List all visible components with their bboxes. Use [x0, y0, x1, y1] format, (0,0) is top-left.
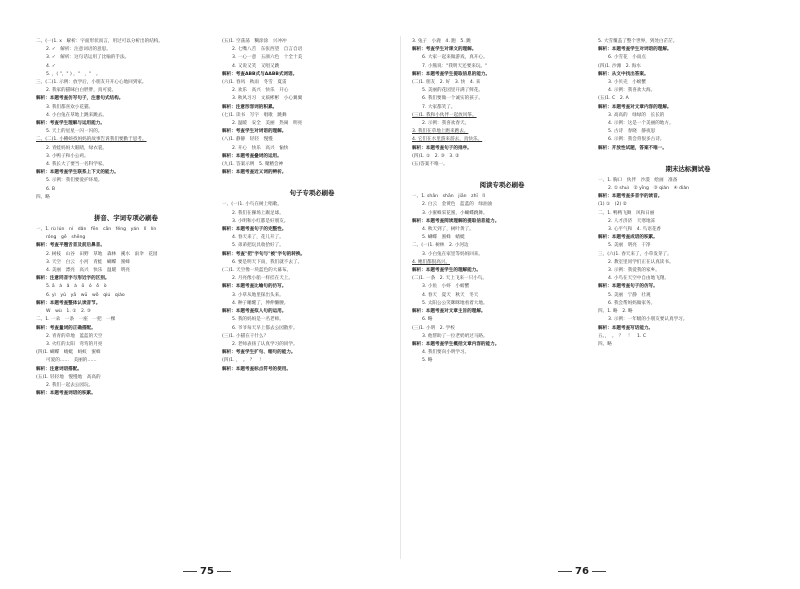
answer-line: 2. 欢乐 高兴 快乐 开心	[232, 88, 289, 94]
answer-line: 二、1. 一朵 一条 一座 一把 一棵	[36, 317, 116, 323]
answer-line: 一、1. rù lún ní dǎn fēn cān féng yán lǐ lín	[36, 227, 157, 233]
answer-line: 5. 古诗 春晓 静夜思	[608, 129, 656, 135]
answer-line: 4. 小鸟在天空中自由地飞翔。	[608, 276, 669, 282]
answer-line: 5. 弟弟把玩具收拾好了。	[232, 243, 284, 249]
page-76-column-1	[412, 38, 592, 561]
answer-line: (五)1. 轻轻地 慢慢地 高高的	[36, 374, 101, 380]
answer-line: 解析：考查学生对课文的理解。	[412, 47, 477, 53]
answer-line: 6. 爷爷每天早上都去公园散步。	[232, 325, 298, 331]
answer-line: 2. 树枝 山谷 田野 草地 森林 溪水 雨伞 花园	[46, 251, 158, 257]
answer-line: (四)1. ① 2. ③ 3. ②	[412, 153, 460, 159]
answer-line: 5. 美丽 宁静 壮观	[608, 292, 651, 298]
answer-line: 4. 我长大了要当一名科学家。	[46, 162, 107, 168]
answer-line: 3. 高高的 绿绿的 长长的	[608, 112, 665, 118]
page-number-left: 75	[180, 566, 234, 577]
answer-line: 4. 又说又笑 又唱又跳	[232, 63, 280, 69]
answer-line: (七)1. 读书 写字 唱歌 跳舞	[222, 112, 287, 118]
answer-line: 解析：本题考查学生对词语的理解。	[598, 47, 672, 53]
answer-line: 4. 美丽 漂亮 高兴 快乐 温暖 明亮	[46, 268, 130, 274]
answer-line: 四、略	[598, 341, 612, 347]
answer-line: 4. 示例：这是一个美丽的地方。	[608, 121, 674, 127]
answer-line: 解析：考查学生扩句、缩句的能力。	[222, 350, 296, 356]
answer-line: 一、(一)1. 小鸟在树上唱歌。	[222, 202, 282, 208]
answer-line: 解析：注意同音字与形近字的区别。	[36, 276, 110, 282]
answer-line: (二)1. 天空像一块蓝色的大幕布。	[222, 268, 292, 274]
answer-line: 3. 小明和小红都是好朋友。	[232, 218, 289, 224]
section-heading: 句子专项必刷卷	[289, 189, 335, 198]
page-75-column-2	[222, 38, 402, 561]
answer-line: 3. ✓ 解析：这句话运用了比喻的手法。	[46, 55, 130, 61]
answer-line: 解析：开放性试题，答案不唯一。	[598, 145, 667, 151]
answer-line: 5. 略	[422, 358, 433, 364]
answer-line: 2. ① shuì ② yīng ③ qián ④ diàn	[608, 186, 690, 192]
answer-line	[222, 177, 402, 185]
answer-line: 2. 白云 金黄色 蓝蓝的 绿油油	[422, 202, 493, 208]
page-number-right: 76	[555, 566, 609, 577]
answer-line: 解析：从文中找出答案。	[598, 71, 649, 77]
answer-line: W wù 1. ① 2. ③	[46, 309, 91, 315]
answer-line: 2. 人才济济 天寒地冻	[608, 218, 656, 224]
answer-line: (五)1. C 2. A	[598, 96, 629, 102]
answer-line: 5. 美丽的花园里开满了鲜花。	[422, 88, 483, 94]
answer-line: 解析：本题考查句子的仿写。	[598, 284, 658, 290]
answer-line: 2. 温暖 安全 美丽 热闹 明亮	[232, 121, 303, 127]
answer-line: 解析：本题考查成语的积累。	[598, 235, 658, 241]
answer-line: 解析：注意词语搭配。	[36, 366, 82, 372]
answer-line	[36, 202, 216, 210]
answer-line: 4. 她们都很高兴。	[412, 259, 451, 265]
answer-line: 5. ，( "，" ) ，" ，" 。	[46, 71, 101, 77]
answer-line: 4. 小白兔在草地上跳来跳去。	[46, 112, 107, 118]
answer-line: 3. 小鱼 小虾 小螃蟹	[422, 284, 470, 290]
answer-line: 解析：本题考查阅读理解的提取信息能力。	[412, 218, 500, 224]
section-heading: 拼音、字词专项必刷卷	[94, 214, 158, 223]
answer-line: 2. 我们在操场上踢足球。	[232, 210, 284, 216]
answer-line: 四、略	[36, 194, 50, 200]
answer-line: 6. 示例：我会背很多古诗。	[608, 137, 665, 143]
answer-line: 解析：本题考查学生联系上下文的能力。	[36, 170, 119, 176]
page-76-column-2	[598, 38, 778, 561]
answer-line: 解析：考查"把"字句与"被"字句的转换。	[222, 251, 306, 257]
answer-line: 3. 天空 白云 小河 青蛙 蝴蝶 蜜蜂	[46, 259, 130, 265]
answer-line: 2. 青青的草地 蓝蓝的天空	[46, 333, 103, 339]
answer-line: 解析：考查学生理解与运用能力。	[36, 121, 105, 127]
answer-line: 解析：考查ABB式与AABB式词语。	[222, 71, 298, 77]
answer-line: 4. 种子睡醒了，伸伸懒腰。	[232, 300, 289, 306]
answer-line: (二)1. 一条 2. 天上飞来一只小鸟。	[412, 276, 487, 282]
answer-line: 2. 教室里同学们正在认真读书。	[608, 259, 674, 265]
answer-line: 3. 我们都喜欢小花猫。	[46, 104, 94, 110]
answer-line: 5. 我的妈妈是一名老师。	[232, 317, 284, 323]
answer-line: 3. 示例：一年级的小朋友要认真学习。	[608, 317, 688, 323]
answer-line: 二、(一)1. 树林 2. 小河边	[412, 243, 469, 249]
answer-line: 6. 大家一起来做游戏，真开心。	[422, 55, 488, 61]
answer-line: 4. 春天来了，花儿开了。	[232, 235, 284, 241]
answer-line: 3. 心平气和 4. 鸟语花香	[608, 227, 662, 233]
answer-line: 6. 要是明天下雨，我们就不去了。	[232, 259, 303, 265]
answer-line: 解析：考查平翘舌音及前后鼻音。	[36, 243, 105, 249]
page-75-column-1	[36, 38, 216, 561]
answer-line: 解析：考查量词的正确搭配。	[36, 325, 96, 331]
answer-line: 3. 小草从地里探出头来。	[232, 292, 284, 298]
answer-line: 3. 一心一意 五颜六色 十全十美	[232, 55, 303, 61]
answer-line: (五)答案不唯一。	[412, 162, 448, 168]
answer-line: 解析：本题考查写话能力。	[598, 325, 654, 331]
answer-line: 5. 美丽 明亮 干净	[608, 243, 651, 249]
answer-line: 6. 小雪花 小雨点	[608, 55, 647, 61]
answer-line: 解析：本题考查对文章主旨的理解。	[412, 309, 486, 315]
answer-line: 3. 小白兔在家里等妈妈回来。	[422, 251, 483, 257]
answer-line: (二)1. 朋友 2. 好 3. 快 4. 来	[412, 80, 481, 86]
answer-line: (五)1. 空荡荡 糊涂涂 兴冲冲	[222, 39, 287, 44]
section-heading: 期末达标测试卷	[665, 164, 711, 173]
answer-line: 5. 示例：我们要爱护环境。	[46, 178, 103, 184]
answer-line	[412, 169, 592, 177]
answer-line: (六)1. 春风 秋雨 冬雪 夏雷	[222, 80, 287, 86]
answer-line: (三)1. 我和小伙伴一起放风筝。	[412, 112, 477, 118]
answer-line: 解析：注意形容词的积累。	[222, 104, 278, 110]
answer-line: 2. ✓ 解析：注意词语的意思。	[46, 47, 111, 53]
answer-line: 解析：本题考查标点符号的使用。	[222, 366, 291, 372]
answer-line: (三)1. 小猫在干什么？	[222, 333, 269, 339]
answer-line: 2. 我们一起去公园玩。	[46, 382, 94, 388]
answer-line: 解析：本题考查学生提取信息的能力。	[412, 71, 491, 77]
answer-line: 5. 天上的星星一闪一闪的。	[46, 129, 103, 135]
answer-line: 7. 小熊说："我明天还要来玩。"	[422, 63, 488, 69]
answer-line: (八)1. 静静 轻轻 慢慢	[222, 137, 273, 143]
answer-line: 一、1. 胸口 伙伴 沙漠 绘画 准备	[598, 177, 678, 183]
answer-line: 3. 小鸭子和小公鸡。	[46, 153, 89, 159]
answer-line: 二、(一)1. x 解析：字面形状而言，用过可以分析出的结构。	[36, 39, 163, 44]
answer-line: 6. 我们要做一个诚实的孩子。	[422, 96, 483, 102]
answer-line: 4. 它们在水里游来游去，真快乐。	[412, 137, 483, 143]
answer-line: 解析：考查学生对词语的理解。	[222, 129, 287, 135]
answer-line: (四)1. 沙滩 2. 海水	[598, 63, 641, 69]
answer-line: 2. 开心 快乐 高兴 愉快	[232, 145, 289, 151]
answer-line: 四、1. 略 2. 略	[598, 309, 633, 315]
answer-line: róng gē shēng	[46, 235, 86, 241]
answer-line: 解析：本题考查近义词的辨析。	[222, 170, 287, 176]
answer-line: 6. B	[46, 186, 55, 192]
answer-line: 解析：本题考查词语的积累。	[36, 391, 96, 397]
answer-line: 3. 兔子 小鹿 4. 跑 5. 跳	[412, 39, 471, 44]
answer-line: 7. 大家都笑了。	[422, 104, 456, 110]
answer-line: 2. 七嘴八舌 东张西望 自言自语	[232, 47, 303, 53]
answer-line: 2. 示例：我喜欢春天。	[422, 121, 470, 127]
answer-line: 4. 秋天到了，树叶黄了。	[422, 227, 474, 233]
answer-line: 解析：本题考查句子的排序。	[412, 145, 472, 151]
answer-line: 3. 示例：我爱我的家乡。	[608, 268, 660, 274]
answer-line: 解析：本题考查拟人句的运用。	[222, 309, 287, 315]
answer-line: 3. 秋风习习 文质彬彬 小心翼翼	[232, 96, 303, 102]
answer-line: 解析：本题考查仿写句子，注意句式结构。	[36, 96, 124, 102]
answer-line: 2. 月亮像小船一样挂在天上。	[232, 276, 293, 282]
answer-line: 5. 蝴蝶 蜜蜂 蜻蜓	[422, 235, 465, 241]
answer-line: 解析：本题考查学生概括文章内容的能力。	[412, 341, 500, 347]
answer-line: 可爱的…… 美丽的……	[46, 358, 97, 364]
answer-line: 4. 春天 夏天 秋天 冬天	[422, 292, 479, 298]
answer-line: 2. 青蛙妈妈大眼睛，绿衣裳。	[46, 145, 107, 151]
answer-line: (三)1. 小明 2. 学校	[412, 325, 455, 331]
answer-line: 一、1. shān shān jiān zhī lǐ	[412, 194, 485, 200]
answer-line: 三、(六)1. 春天来了，小草发芽了。	[598, 251, 672, 257]
answer-line: 2. 老师表扬了认真学习的同学。	[232, 341, 298, 347]
answer-line: 五、， 。 ？ ！ 1. C	[598, 333, 647, 339]
answer-line: 6. yì yǔ yā wū wǒ qiú qiáo	[46, 292, 125, 298]
answer-line: 解析：本题考查整体认读音节。	[36, 300, 101, 306]
answer-line: 3. 小蜜蜂采花蜜，小蝴蝶跳舞。	[422, 210, 488, 216]
answer-line: (四)1. ， 。 ？ ！	[222, 358, 264, 364]
answer-line: 4. 示例：我喜欢大海。	[608, 88, 656, 94]
answer-line: 5. ā á ǎ à ō ó ǒ ò	[46, 284, 107, 290]
answer-line: (四)1. 蝴蝶 蜻蜓 蚂蚁 蜜蜂	[36, 350, 101, 356]
answer-line: 二、1. 鸭鸭飞舞 风和日丽	[598, 210, 655, 216]
answer-line: 解析：本题考查对文章内容的理解。	[598, 104, 672, 110]
answer-line: 6. 略	[422, 317, 433, 323]
answer-line: 解析：本题考查学生的理解能力。	[412, 268, 481, 274]
answer-line: (1) ① (2) ②	[598, 202, 627, 208]
section-heading: 阅读专项必刷卷	[479, 181, 525, 190]
answer-line: 4. ✓	[46, 63, 56, 69]
answer-line	[598, 153, 778, 161]
answer-line: 解析：本题考查句子的完整性。	[222, 227, 287, 233]
answer-line: 5. 大雪覆盖了整个世界，到处白茫茫。	[598, 39, 678, 44]
answer-line: 解析：本题考查叠词的运用。	[222, 153, 282, 159]
answer-line: 3. 火红的太阳 弯弯的月亮	[46, 341, 103, 347]
answer-line: 解析：本题考查比喻句的仿写。	[222, 284, 287, 290]
answer-line: 3. 我们在草地上跑来跑去。	[412, 129, 469, 135]
answer-line: 二、(二)1. 小蝌蚪找妈妈的故事告诉我们要勤于思考。	[36, 137, 147, 143]
answer-line: 2. 我家的猫咪白白胖胖，真可爱。	[46, 88, 117, 94]
answer-line: 5. 太阳公公笑眯眯地看着大地。	[422, 300, 488, 306]
answer-line: 6. 我会帮妈妈做家务。	[608, 300, 656, 306]
answer-line: (九)1. 答案示例 5. 聚精会神	[222, 162, 284, 168]
answer-line: 解析：本题考查多音字的读音。	[598, 194, 663, 200]
answer-line: 3. 小贝壳 小螃蟹	[608, 80, 647, 86]
answer-line: 3. 他帮助了一位老奶奶过马路。	[422, 333, 488, 339]
answer-line: 三、(二)1. 示例：放学后，小朋友开开心心地回到家。	[36, 80, 147, 86]
answer-line: 4. 我们要向小明学习。	[422, 350, 470, 356]
